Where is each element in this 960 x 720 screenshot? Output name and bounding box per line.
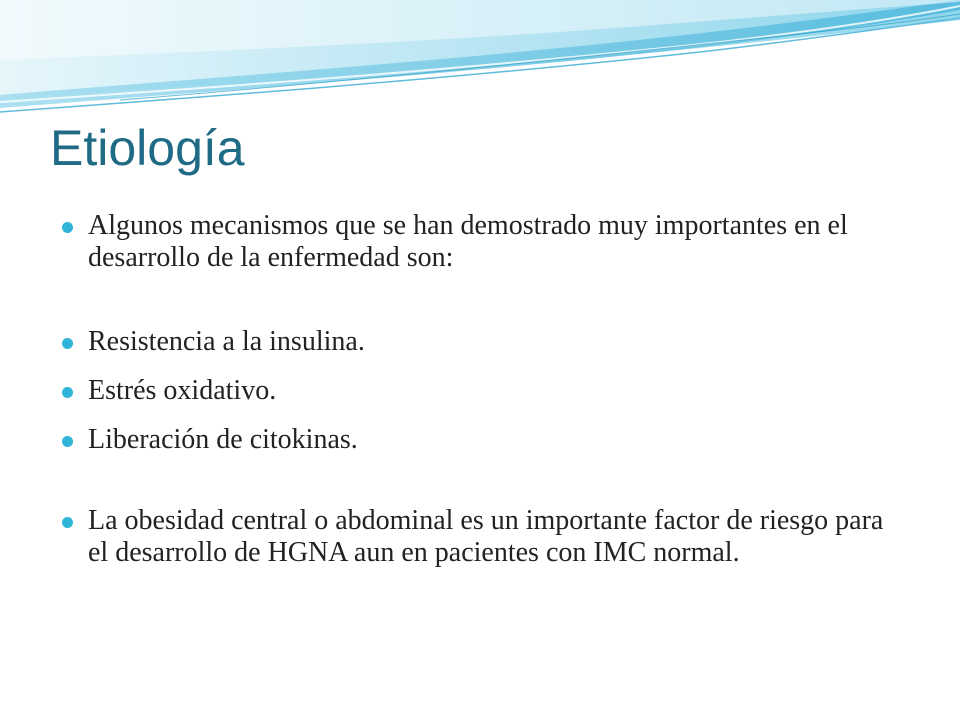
- bullet-item: [62, 375, 902, 407]
- bullet-item: [62, 210, 902, 274]
- header-wave-decoration: [0, 0, 960, 130]
- slide-title: Etiología: [50, 120, 245, 176]
- bullet-text: Resistencia a la insulina.: [88, 326, 365, 357]
- bullet-dot-icon: [62, 338, 73, 349]
- bullet-dot-icon: [62, 222, 73, 233]
- bullet-item: [62, 505, 902, 569]
- bullet-item: [62, 424, 902, 456]
- bullet-dot-icon: [62, 387, 73, 398]
- bullet-text: Algunos mecanismos que se han demostrado muy importantes en el desarrollo de la enfermedad son:: [88, 210, 848, 273]
- bullet-text: Liberación de citokinas.: [88, 424, 358, 455]
- bullet-dot-icon: [62, 517, 73, 528]
- bullet-list: [62, 210, 902, 569]
- bullet-text: Estrés oxidativo.: [88, 375, 277, 406]
- bullet-text: La obesidad central o abdominal es un importante factor de riesgo para el desarrollo de HGNA aun en pacientes con IMC normal.: [88, 505, 884, 568]
- bullet-item: [62, 326, 902, 358]
- bullet-dot-icon: [62, 436, 73, 447]
